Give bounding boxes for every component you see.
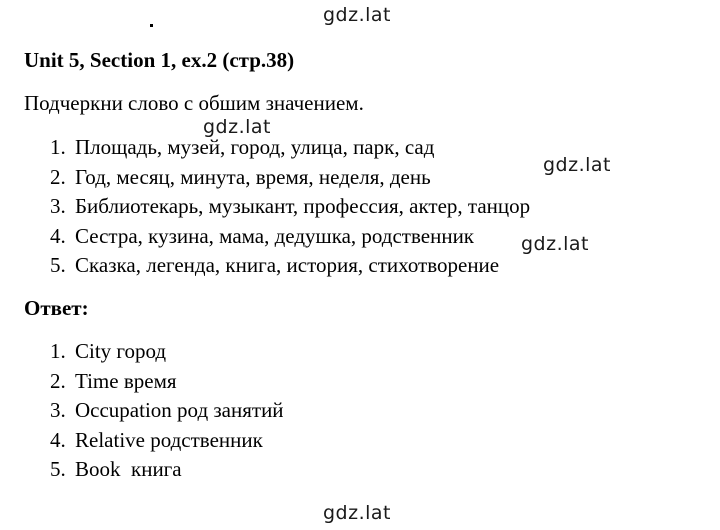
answer-item <box>50 367 284 397</box>
stray-dot <box>150 24 153 27</box>
watermark-list-1: gdz.lat <box>543 154 612 176</box>
task-item <box>50 251 530 281</box>
answer-number: 5. <box>50 457 66 481</box>
instruction-text: Подчеркни слово с обшим значением. <box>24 91 364 115</box>
task-item <box>50 222 530 252</box>
watermark-instruction: gdz.lat <box>203 116 272 138</box>
task-item <box>50 163 530 193</box>
answer-item <box>50 455 284 485</box>
answer-text: Book книга <box>75 457 182 481</box>
task-item <box>50 133 530 163</box>
answer-heading: Ответ: <box>24 296 89 320</box>
task-number: 3. <box>50 194 66 218</box>
answer-number: 2. <box>50 368 66 393</box>
task-text: Год, месяц, минута, время, неделя, день <box>75 164 431 189</box>
answer-list <box>50 337 284 485</box>
watermark-list-2: gdz.lat <box>521 233 590 255</box>
task-number: 1. <box>50 135 66 159</box>
answer-item <box>50 396 284 426</box>
task-text: Библиотекарь, музыкант, профессия, актер, танцор <box>75 194 531 218</box>
task-number: 5. <box>50 253 66 277</box>
answer-item <box>50 426 284 456</box>
answer-number: 4. <box>50 427 66 452</box>
task-text: Сестра, кузина, мама, дедушка, родственник <box>75 223 475 248</box>
task-item <box>50 192 530 222</box>
task-list <box>50 133 530 281</box>
answer-text: Occupation род занятий <box>75 398 284 422</box>
answer-item <box>50 337 284 367</box>
watermark-bottom: gdz.lat <box>323 502 392 524</box>
answer-number: 1. <box>50 339 66 363</box>
task-number: 4. <box>50 223 66 248</box>
task-number: 2. <box>50 164 66 189</box>
answer-text: Relative родственник <box>75 427 263 452</box>
exercise-title: Unit 5, Section 1, ex.2 (стр.38) <box>24 48 295 72</box>
watermark-top: gdz.lat <box>323 4 392 26</box>
answer-text: Time время <box>75 368 177 393</box>
task-text: Сказка, легенда, книга, история, стихотворение <box>75 253 500 277</box>
task-text: Площадь, музей, город, улица, парк, сад <box>75 135 435 159</box>
answer-number: 3. <box>50 398 66 422</box>
answer-text: City город <box>75 339 167 363</box>
